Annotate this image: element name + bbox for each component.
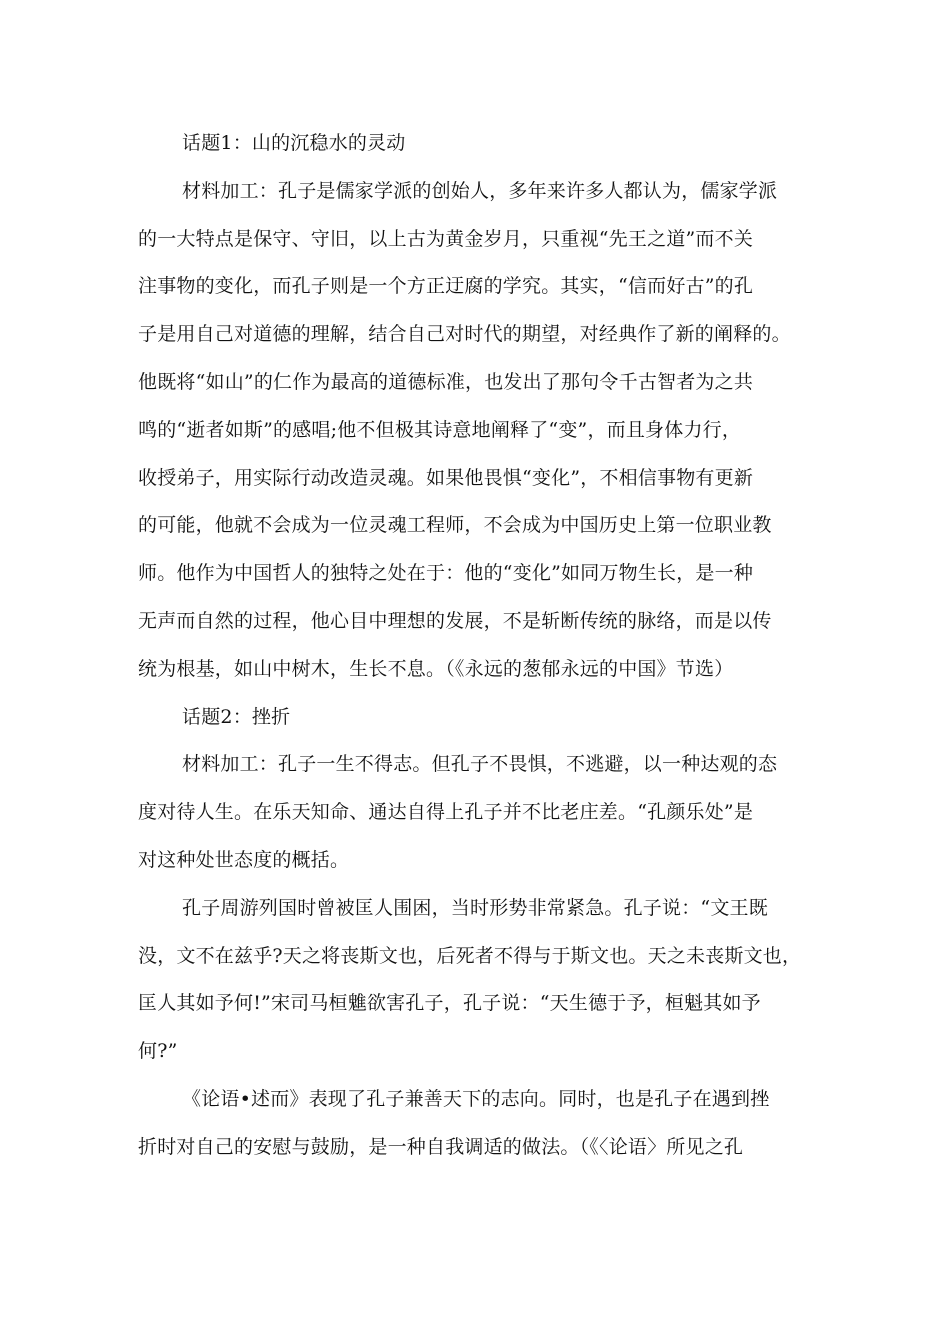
text-line: 对这种处世态度的概括。 [138, 848, 350, 871]
text-line: 材料加工：孔子一生不得志。但孔子不畏惧，不逃避，以一种达观的态 [182, 753, 778, 776]
text-line: 没，文不在兹乎?天之将丧斯文也，后死者不得与于斯文也。天之未丧斯文也， [138, 944, 802, 967]
text-line: 材料加工：孔子是儒家学派的创始人，多年来许多人都认为，儒家学派 [182, 179, 778, 202]
text-line: 注事物的变化，而孔子则是一个方正迂腐的学究。其实，“信而好古”的孔 [138, 275, 754, 298]
text-line: 《论语•述而》表现了孔子兼善天下的志向。同时，也是孔子在遇到挫 [182, 1087, 770, 1110]
text-line: 无声而自然的过程，他心目中理想的发展，不是斩断传统的脉络，而是以传 [138, 609, 772, 632]
text-line: 他既将“如山”的仁作为最高的道德标准，也发出了那句令千古智者为之共 [138, 370, 754, 393]
text-line: 统为根基，如山中树木，生长不息。（《永远的葱郁永远的中国》节选） [138, 657, 734, 680]
analects-paragraph [138, 1076, 820, 1172]
text-line: 子是用自己对道德的理解，结合自己对时代的期望，对经典作了新的阐释的。 [138, 323, 791, 346]
text-line: 折时对自己的安慰与鼓励，是一种自我调适的做法。（《〈论语〉所见之孔 [138, 1135, 744, 1158]
text-line: 度对待人生。在乐天知命、通达自得上孔子并不比老庄差。“孔颜乐处”是 [138, 801, 754, 824]
topic-2-heading [138, 694, 820, 742]
text-line: 话题2：挫折 [182, 705, 291, 728]
text-line: 何?” [138, 1040, 178, 1063]
text-line: 鸣的“逝者如斯”的感唱;他不但极其诗意地阐释了“变”，而且身体力行， [138, 418, 742, 441]
text-line: 话题1：山的沉稳水的灵动 [182, 132, 406, 154]
document-page [138, 120, 820, 1172]
topic-2-material [138, 741, 820, 884]
text-line: 孔子周游列国时曾被匡人围困，当时形势非常紧急。孔子说：“文王既 [182, 896, 768, 919]
confucius-surrounded-paragraph [138, 885, 820, 1076]
topic-1-material [138, 168, 820, 694]
text-line: 匡人其如予何!”宋司马桓魋欲害孔子，孔子说：“天生德于予，桓魁其如予 [138, 992, 761, 1015]
document-body [138, 120, 820, 1172]
text-line: 的一大特点是保守、守旧，以上古为黄金岁月，只重视“先王之道”而不关 [138, 227, 754, 250]
text-line: 的可能，他就不会成为一位灵魂工程师，不会成为中国历史上第一位职业教 [138, 514, 772, 537]
text-line: 师。他作为中国哲人的独特之处在于：他的“变化”如同万物生长，是一种 [138, 562, 754, 585]
topic-1-heading [138, 120, 820, 168]
text-line: 收授弟子，用实际行动改造灵魂。如果他畏惧“变化”，不相信事物有更新 [138, 466, 754, 489]
